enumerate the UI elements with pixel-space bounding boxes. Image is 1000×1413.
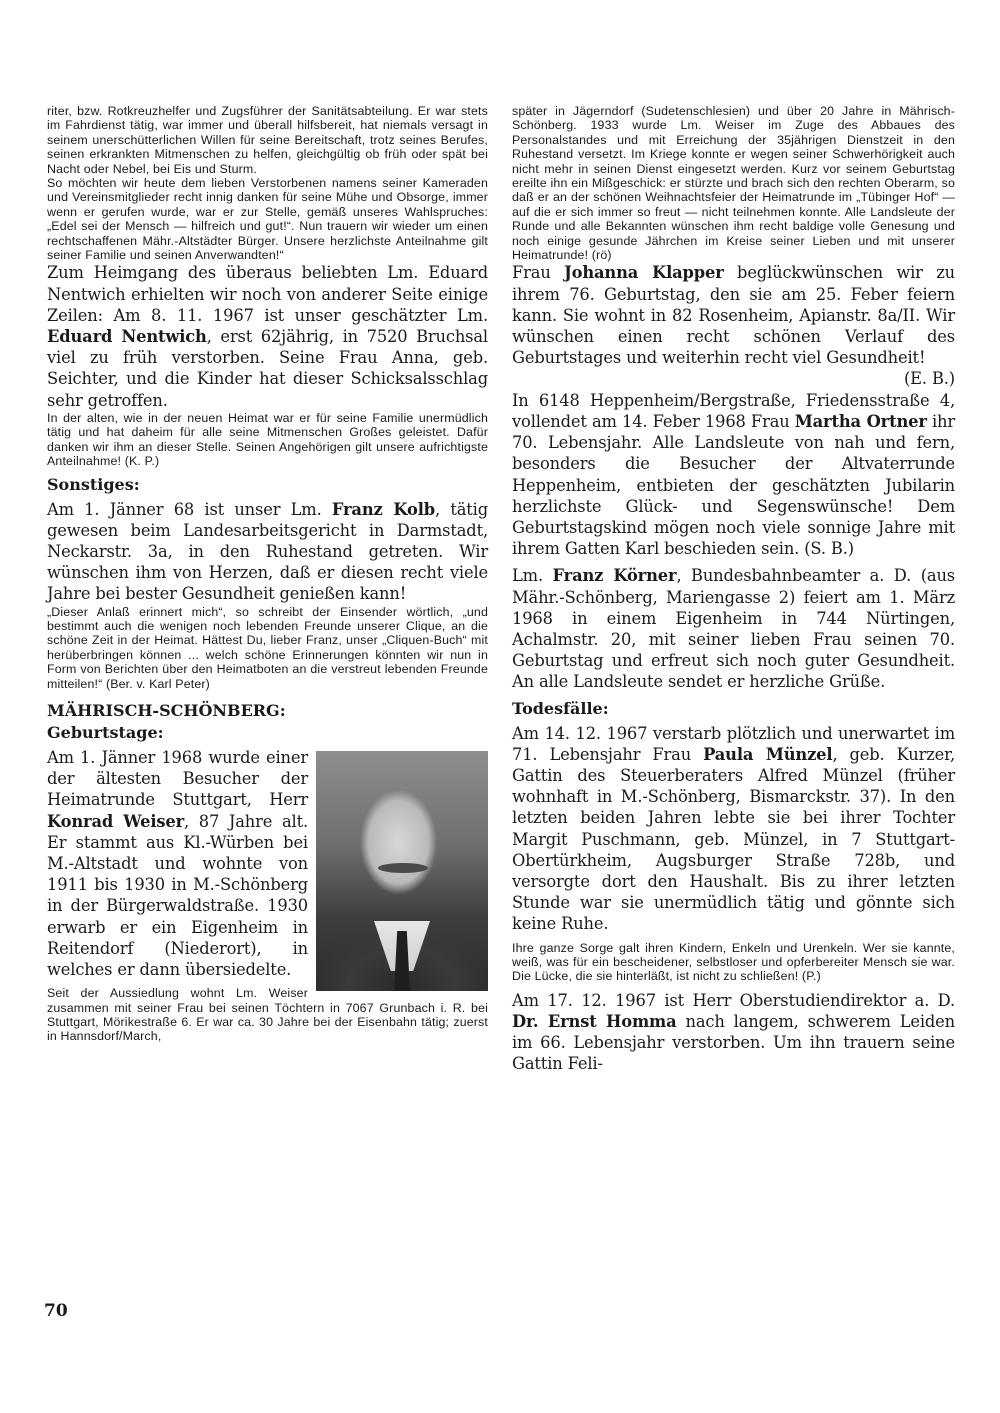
text: nach langem, schwerem Leiden im 66. Lebensjahr verstorben. Um ihn trauern seine Gattin Feli- <box>512 1011 955 1074</box>
text: Frau <box>512 263 565 283</box>
person-name: Franz Kolb <box>331 499 436 519</box>
paragraph-kameraden-thanks: So möchten wir heute dem lieben Verstorbenen namens seiner Kameraden und Vereinsmitglieder recht innig danken für seine Mühe und Obsorge, immer wenn er gerufen wurde, war er zur Stelle, gemäß unseres Wahlspruches: „Edel sei der Mensch — hilfreich und gut!“. Nun trauern wir wieder um einen rechtschaffenen Mähr.-Altstädter Bürger. Unsere herzlichste Anteilnahme gilt seiner Familie und seinen Anverwandten!“ <box>47 176 488 263</box>
text: , erst 62jährig, in 7520 Bruchsal viel zu früh verstorben. Seine Frau Anna, geb. Seichter, und die Kinder hat dieser Schicksalsschlag sehr getroffen. <box>47 327 488 410</box>
text: Lm. <box>512 566 553 586</box>
paragraph-weiser-residence: Seit der Aussiedlung wohnt Lm. Weiser zusammen mit seiner Frau bei seinen Töchtern in 7067 Grunbach i. R. bei Stuttgart, Mörikestraße 6. Er war ca. 30 Jahre bei der Eisenbahn tätig; zuerst in Hannsdorf/March, <box>47 986 488 1044</box>
text: beglückwünschen wir zu ihrem 76. Geburtstag, den sie am 25. Feber feiern kann. Sie wohnt in 82 Rosenheim, Apianstr. 8a/II. Wir wünschen einen recht schönen Verlauf des Geburtstages und weiterhin recht viel Gesundheit! <box>512 263 955 368</box>
person-name: Paula Münzel <box>703 744 833 764</box>
paragraph-muenzel-obituary <box>512 723 955 935</box>
text: Am 14. 12. 1967 verstarb plötzlich und unerwartet im 71. Lebensjahr Frau <box>512 723 955 764</box>
text: Am 1. Jänner 68 ist unser Lm. <box>47 499 332 519</box>
text: , geb. Kurzer, Gattin des Steuerberaters Alfred Münzel (früher wohnhaft in M.-Schönberg, Bismarckstr. 37). In den letzten beiden Jahren lebte sie bei ihrer Tochter Margit Puschmann, geb. Münzel, in 7 Stuttgart-Obertürkheim, Augsburger Straße 728b, und versorgte dort den Haushalt. Bis zu ihrer letzten Stunde war sie unermüdlich tätig und gönnte sich keine Ruhe. <box>512 744 956 934</box>
paragraph-muenzel-tribute: Ihre ganze Sorge galt ihren Kindern, Enkeln und Urenkeln. Wer sie kannte, weiß, was für ein bescheidener, selbstloser und opferbereiter Mensch sie war. Die Lücke, die sie hinterläßt, ist nicht zu schließen! (P.) <box>512 940 955 984</box>
person-name: Dr. Ernst Homma <box>512 1011 677 1031</box>
section-heading-todesfaelle: Todesfälle: <box>512 698 609 718</box>
paragraph-ortner-birthday <box>512 390 955 560</box>
text: , tätig gewesen beim Landesarbeitsgericht in Darmstadt, Neckarstr. 3a, in den Ruhestand getreten. Wir wünschen ihm von Herzen, daß er diesen recht viele Jahre bei bester Gesundheit genießen kann! <box>47 499 488 604</box>
person-name: Konrad Weiser <box>47 811 185 831</box>
paragraph-koerner-birthday <box>512 565 955 692</box>
paragraph-clique-quote: „Dieser Anlaß erinnert mich“, so schreibt der Einsender wörtlich, „und bestimmt auch die wenigen noch lebenden Freunde unserer Clique, an die schöne Zeit in der Heimat. Hättest Du, lieber Franz, unser „Cliquen-Buch“ mit herüberbringen können ... welch schöne Erinnerungen könnten wir nun in Form von Berichten über den Heimatboten an die verstreut lebenden Freunde mitteilen!“ (Ber. v. Karl Peter) <box>47 604 488 691</box>
paragraph-sanitaeter-tribute: riter, bzw. Rotkreuzhelfer und Zugsführer der Sanitätsabteilung. Er war stets im Fahrdienst tätig, war immer und überall hilfsbereit, hat niemals versagt in seinem unerschütterlichen Willen für seine Bereitschaft, trotz seines Berufes, seinen erkrankten Mitmenschen zu helfen, gleichgültig ob früh oder spät bei Nacht oder Nebel, bei Eis und Sturm. <box>47 104 488 176</box>
text: Am 1. Jänner 1968 wurde einer der ältesten Besucher der Heimatrunde Stuttgart, Herr <box>47 747 308 810</box>
section-heading-sonstiges: Sonstiges: <box>47 474 140 494</box>
portrait-photo <box>316 751 488 991</box>
section-heading-geburtstage: Geburtstage: <box>47 722 164 742</box>
person-name: Martha Ortner <box>794 411 927 431</box>
text: Am 17. 12. 1967 ist Herr Oberstudiendirektor a. D. <box>512 990 955 1010</box>
page-number: 70 <box>44 1301 68 1321</box>
photo-mustache <box>378 863 428 873</box>
text: In 6148 Heppenheim/Bergstraße, Friedensstraße 4, vollendet am 14. Feber 1968 Frau <box>512 390 955 431</box>
paragraph-homma-obituary <box>512 990 955 1075</box>
section-heading-region: MÄHRISCH-SCHÖNBERG: <box>47 700 286 720</box>
paragraph-nentwich-tribute: In der alten, wie in der neuen Heimat war er für seine Familie unermüdlich tätig und hat daheim für alle seine Mitmenschen Großes geleistet. Dafür danken wir ihm an dieser Stelle. Seinen Angehörigen gilt unsere aufrichtigste Anteilnahme! (K. P.) <box>47 410 488 469</box>
text: ihr 70. Lebensjahr. Alle Landsleute von nah und fern, besonders die Besucher der Altvaterrunde Heppenheim, entbieten der geschätzten Jubilarin herzlichste Glück- und Segenswünsche! Dem Geburtstagskind mögen noch viele sonnige Jahre mit ihrem Gatten Karl beschieden sein. (S. B.) <box>512 411 955 559</box>
left-column <box>47 104 488 1044</box>
paragraph-nentwich-obituary <box>47 262 488 410</box>
right-column <box>512 104 955 1075</box>
text: , 87 Jahre alt. Er stammt aus Kl.-Würben bei M.-Altstadt und wohnte von 1911 bis 1930 in M.-Schönberg in der Bürgerwaldstraße. 1930 erwarb er ein Eigenheim in Reitendorf (Niederort), in welches er dann übersiedelte. <box>47 811 308 979</box>
person-name: Johanna Klapper <box>564 263 724 283</box>
paragraph-kolb-retirement <box>47 499 488 605</box>
text: Zum Heimgang des überaus beliebten Lm. Eduard Nentwich erhielten wir noch von anderer Seite einige Zeilen: Am 8. 11. 1967 ist unser geschätzter Lm. <box>47 263 488 325</box>
paragraph-klapper-birthday <box>512 262 955 368</box>
paragraph-weiser-continued: später in Jägerndorf (Sudetenschlesien) und über 20 Jahre in Mährisch-Schönberg. 1933 wurde Lm. Weiser im Zuge des Abbaues des Personalstandes und mit Erreichung der 35jährigen Dienstzeit in den Ruhestand versetzt. Im Kriege konnte er wegen seiner Schwerhörigkeit auch nicht mehr in seinen Dienst eingesetzt werden. Kurz vor seinem Geburtstag ereilte ihn ein Mißgeschick: er stürzte und brach sich den rechten Oberarm, so daß er an der schönen Weihnachtsfeier der Heimatrunde im „Tübinger Hof“ — auf die er sich immer so freut — nicht teilnehmen konnte. Alle Landsleute der Runde und alle Bekannten wünschen ihm recht baldige volle Genesung und noch einige gesunde Jährchen im Kreise seiner Lieben und mit unserer Heimatrunde! (rö) <box>512 104 955 263</box>
person-name: Eduard Nentwich <box>47 327 207 347</box>
signature-eb: (E. B.) <box>903 369 955 389</box>
text: , Bundesbahnbeamter a. D. (aus Mähr.-Schönberg, Mariengasse 2) feiert am 1. März 1968 in einem Eigenheim in 744 Nürtingen, Achalmstr. 20, mit seiner lieben Frau seinen 70. Geburtstag und erfreut sich noch guter Gesundheit. An alle Landsleute sendet er herzliche Grüße. <box>512 566 955 692</box>
person-name: Franz Körner <box>552 566 677 586</box>
